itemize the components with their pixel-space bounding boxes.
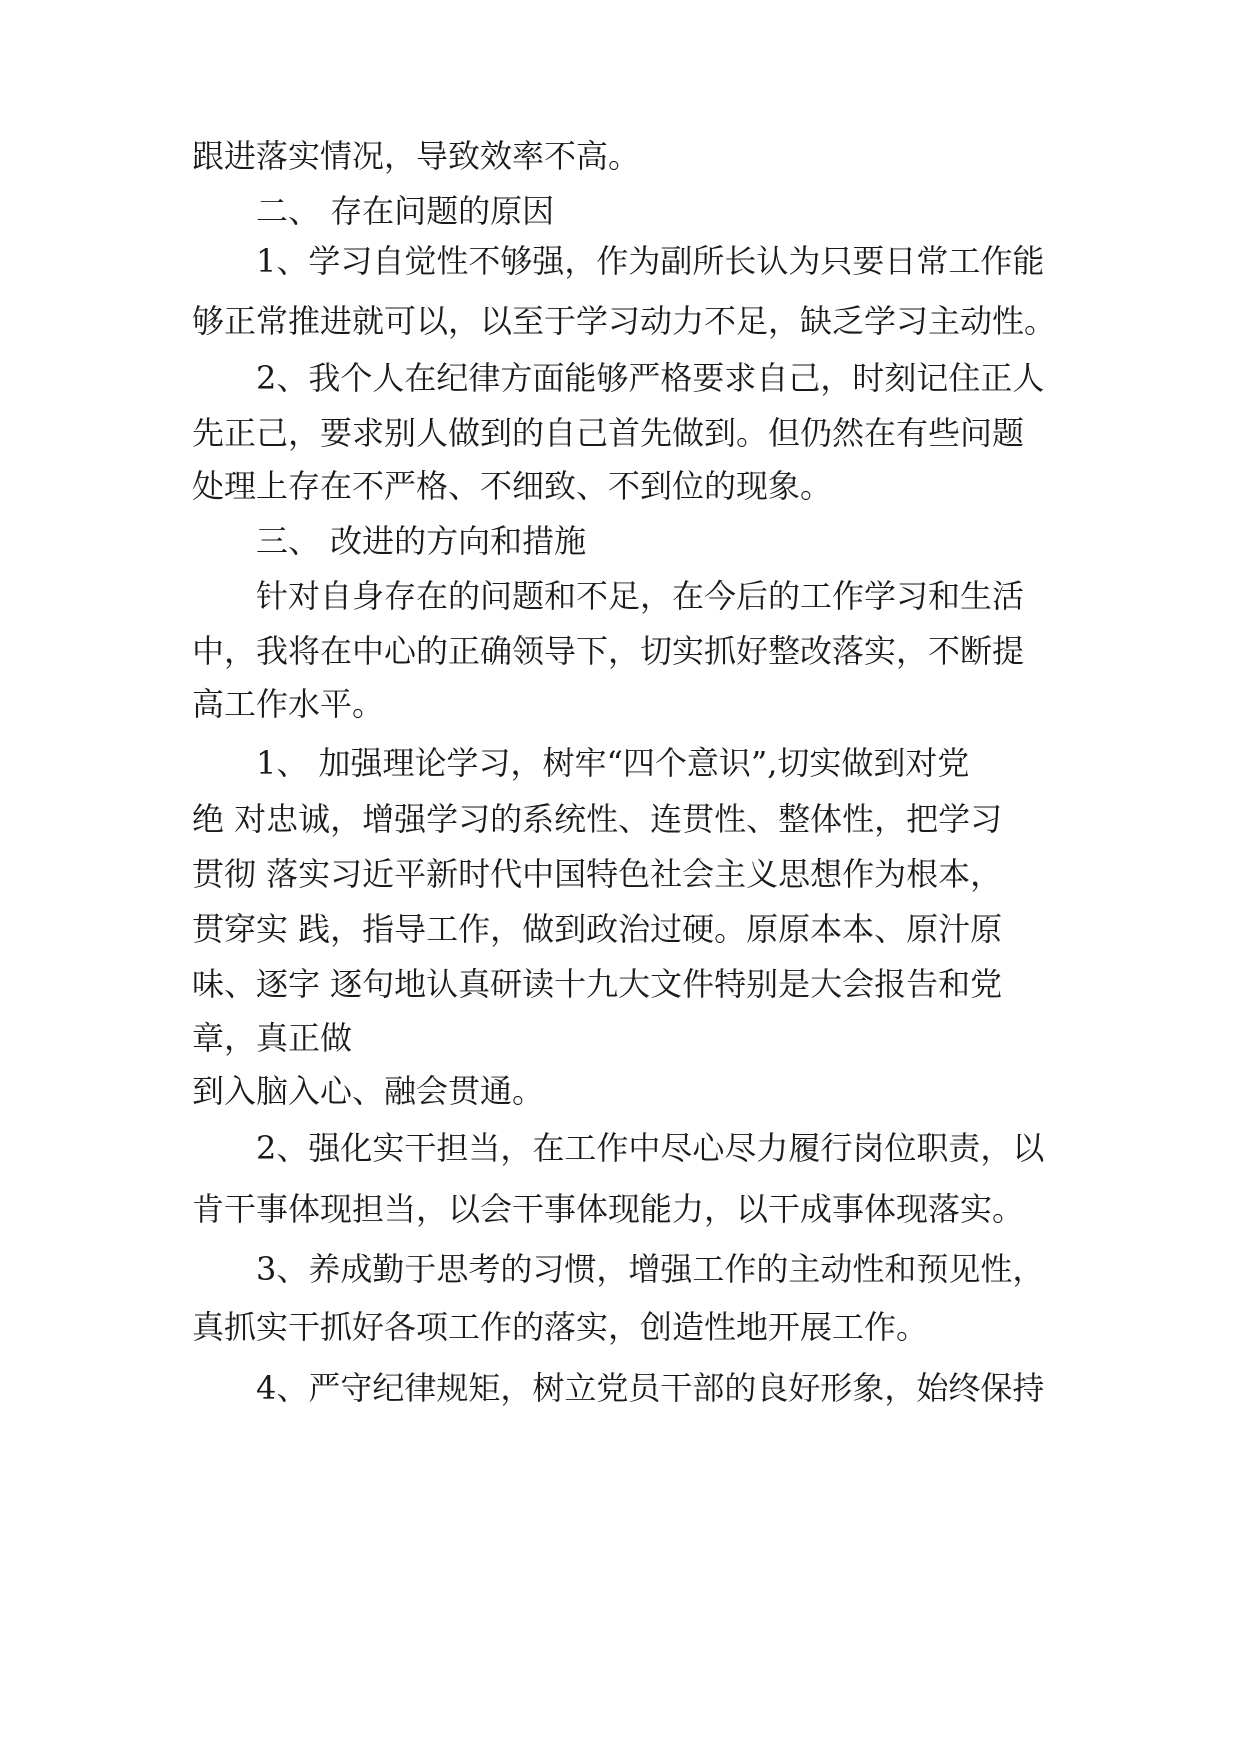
text-line: 到入脑入心、融会贯通。 xyxy=(192,1072,545,1110)
text-line: 针对自身存在的问题和不足，在今后的工作学习和生活 xyxy=(256,577,1025,615)
text-line: 中，我将在中心的正确领导下，切实抓好整改落实，不断提 xyxy=(192,632,1025,670)
text-line: 1、学习自觉性不够强，作为副所长认为只要日常工作能 xyxy=(256,242,1045,280)
text-line: 2、我个人在纪律方面能够严格要求自己，时刻记住正人 xyxy=(256,359,1045,397)
text-line: 3、养成勤于思考的习惯，增强工作的主动性和预见性， xyxy=(256,1250,1045,1288)
section-heading: 二、 存在问题的原因 xyxy=(256,192,555,230)
text-line: 先正己，要求别人做到的自己首先做到。但仍然在有些问题 xyxy=(192,414,1025,452)
text-line: 贯彻 落实习近平新时代中国特色社会主义思想作为根本， xyxy=(192,855,1003,893)
text-line: 处理上存在不严格、不细致、不到位的现象。 xyxy=(192,467,833,505)
text-line: 1、 加强理论学习，树牢“四个意识”,切实做到对党 xyxy=(256,744,970,782)
text-line: 够正常推进就可以，以至于学习动力不足，缺乏学习主动性。 xyxy=(192,302,1057,340)
text-line: 绝 对忠诚，增强学习的系统性、连贯性、整体性，把学习 xyxy=(192,800,1003,838)
text-line: 章，真正做 xyxy=(192,1019,353,1057)
text-line: 跟进落实情况，导致效率不高。 xyxy=(192,137,641,175)
text-line: 味、逐字 逐句地认真研读十九大文件特别是大会报告和党 xyxy=(192,965,1003,1003)
text-line: 贯穿实 践，指导工作，做到政治过硬。原原本本、原汁原 xyxy=(192,910,1003,948)
text-line: 肯干事体现担当，以会干事体现能力，以干成事体现落实。 xyxy=(192,1190,1025,1228)
section-heading: 三、 改进的方向和措施 xyxy=(256,522,587,560)
text-line: 4、严守纪律规矩，树立党员干部的良好形象，始终保持 xyxy=(256,1369,1045,1407)
text-line: 高工作水平。 xyxy=(192,685,385,723)
text-line: 2、强化实干担当，在工作中尽心尽力履行岗位职责，以 xyxy=(256,1129,1045,1167)
text-line: 真抓实干抓好各项工作的落实，创造性地开展工作。 xyxy=(192,1308,929,1346)
